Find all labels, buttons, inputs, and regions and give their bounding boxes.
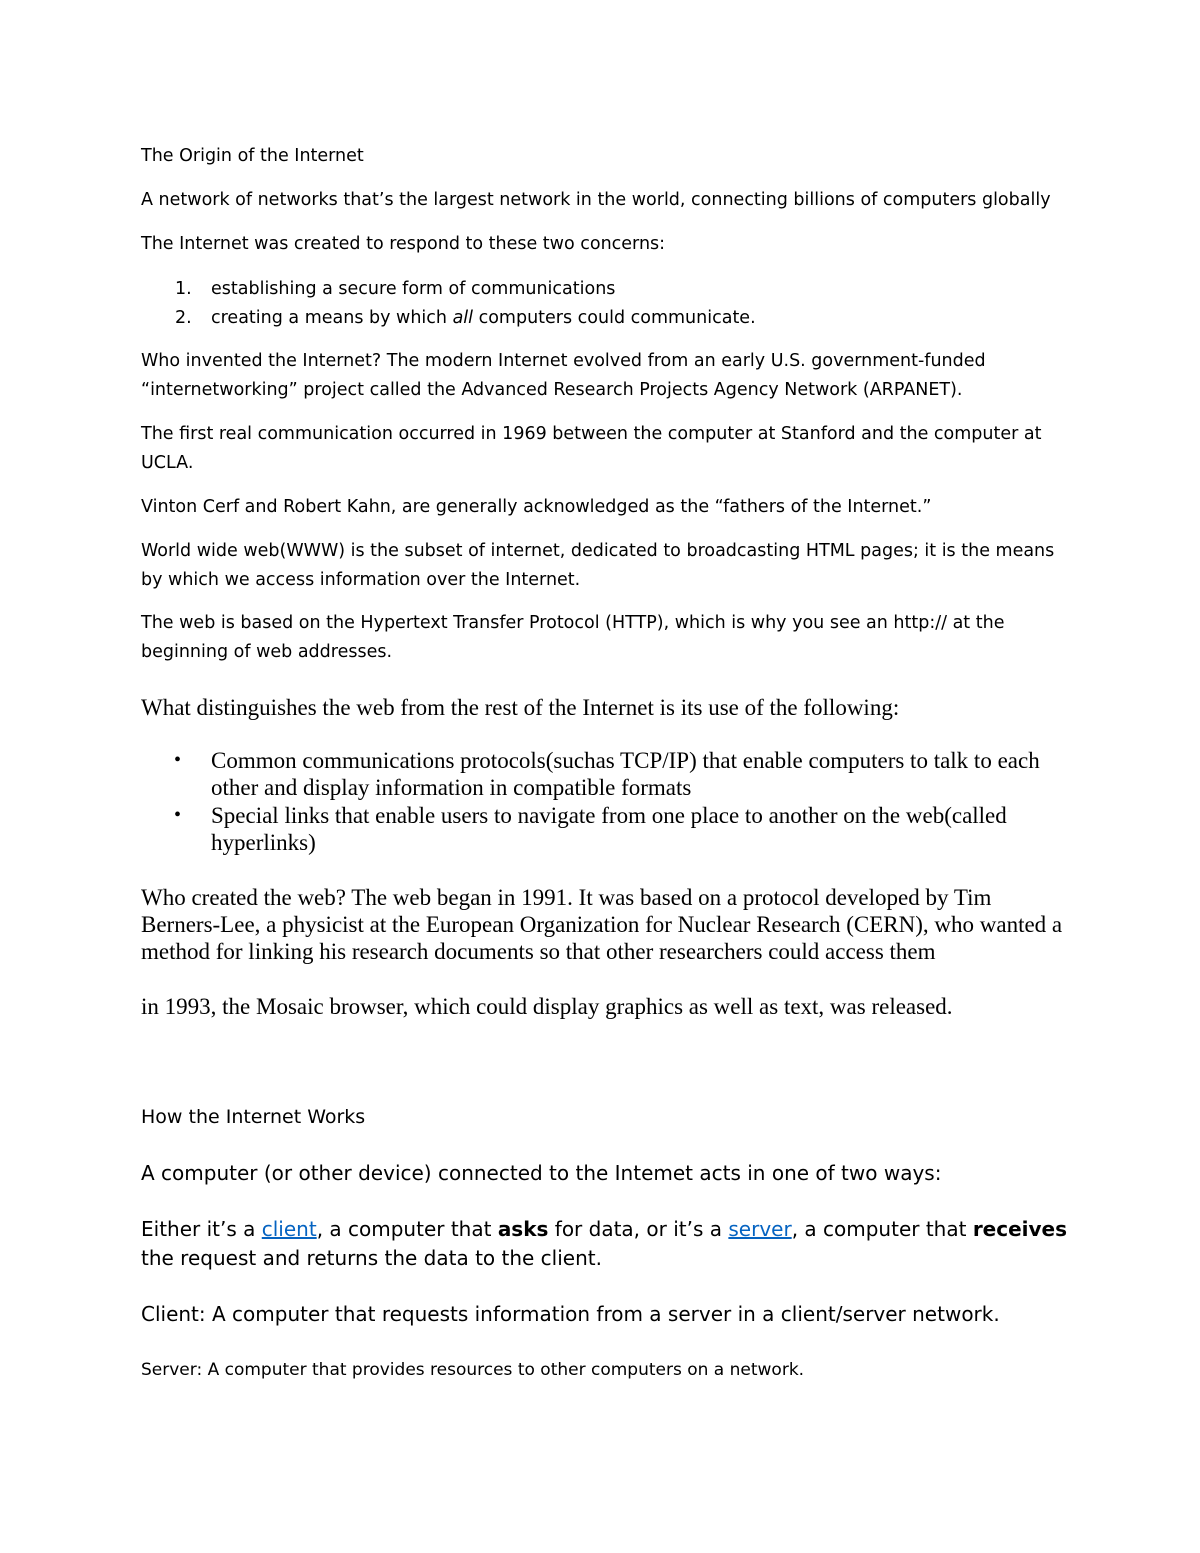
who-created-paragraph: Who created the web? The web began in 1991. It was based on a protocol developed by Tim Berners-Lee, a physicist at the European Organization for Nuclear Research (CERN), who wanted a method for linking his research documents so that other researchers could access them — [141, 885, 1063, 964]
concern-text — [211, 304, 1051, 333]
two-ways-paragraph: A computer (or other device) connected to the Intemet acts in one of two ways: — [141, 1161, 942, 1185]
bold-asks: asks — [497, 1217, 549, 1241]
bullet-marker: • — [174, 804, 182, 826]
client-server-paragraph — [141, 1215, 1071, 1273]
first-communication-paragraph: The first real communication occurred in 1969 between the computer at Stanford and the computer at UCLA. — [141, 424, 1042, 473]
http-paragraph: The web is based on the Hypertext Transfer Protocol (HTTP), which is why you see an http:// at the beginning of web addresses. — [141, 613, 1005, 662]
list-number: 2. — [175, 308, 192, 328]
mosaic-paragraph: in 1993, the Mosaic browser, which could display graphics as well as text, was released. — [141, 994, 953, 1019]
bullet-text: Common communications protocols(suchas TCP/IP) that enable computers to talk to each other and display information in compatible formats — [211, 748, 1040, 800]
text-part: , a computer that — [316, 1217, 498, 1241]
text-part: the request and returns the data to the client. — [141, 1246, 602, 1270]
fathers-paragraph: Vinton Cerf and Robert Kahn, are generally acknowledged as the “fathers of the Internet.” — [141, 497, 932, 517]
bold-receives: receives — [972, 1217, 1068, 1241]
text-part: for data, or it’s a — [548, 1217, 729, 1241]
emphasis-all: all — [452, 308, 474, 328]
client-link[interactable]: client — [261, 1217, 317, 1241]
section-heading-how-internet-works: How the Internet Works — [141, 1106, 366, 1128]
client-definition: Client: A computer that requests information from a server in a client/server network. — [141, 1302, 1000, 1326]
text-part: Either it’s a — [141, 1217, 262, 1241]
concerns-intro: The Internet was created to respond to these two concerns: — [141, 234, 666, 254]
text-part: , a computer that — [791, 1217, 973, 1241]
list-number: 1. — [175, 279, 192, 299]
distinguishes-paragraph: What distinguishes the web from the rest of the Internet is its use of the following: — [141, 695, 900, 720]
server-definition: Server: A computer that provides resources to other computers on a network. — [141, 1360, 805, 1380]
concern-text: establishing a secure form of communications — [211, 279, 616, 299]
server-link[interactable]: server — [728, 1217, 792, 1241]
internet-definition: A network of networks that’s the largest network in the world, connecting billions of computers globally — [141, 190, 1051, 210]
page-title: The Origin of the Internet — [141, 146, 364, 166]
bullet-marker: • — [174, 749, 182, 771]
who-invented-paragraph: Who invented the Internet? The modern Internet evolved from an early U.S. government-funded “internetworking” project called the Advanced Research Projects Agency Network (ARPANET). — [141, 351, 986, 400]
www-paragraph: World wide web(WWW) is the subset of internet, dedicated to broadcasting HTML pages; it is the means by which we access information over the Internet. — [141, 541, 1055, 590]
concern-text-part: computers could communicate. — [473, 308, 756, 328]
concern-text-part: creating a means by which — [211, 308, 453, 328]
bullet-text: Special links that enable users to navigate from one place to another on the web(called hyperlinks) — [211, 803, 1007, 855]
